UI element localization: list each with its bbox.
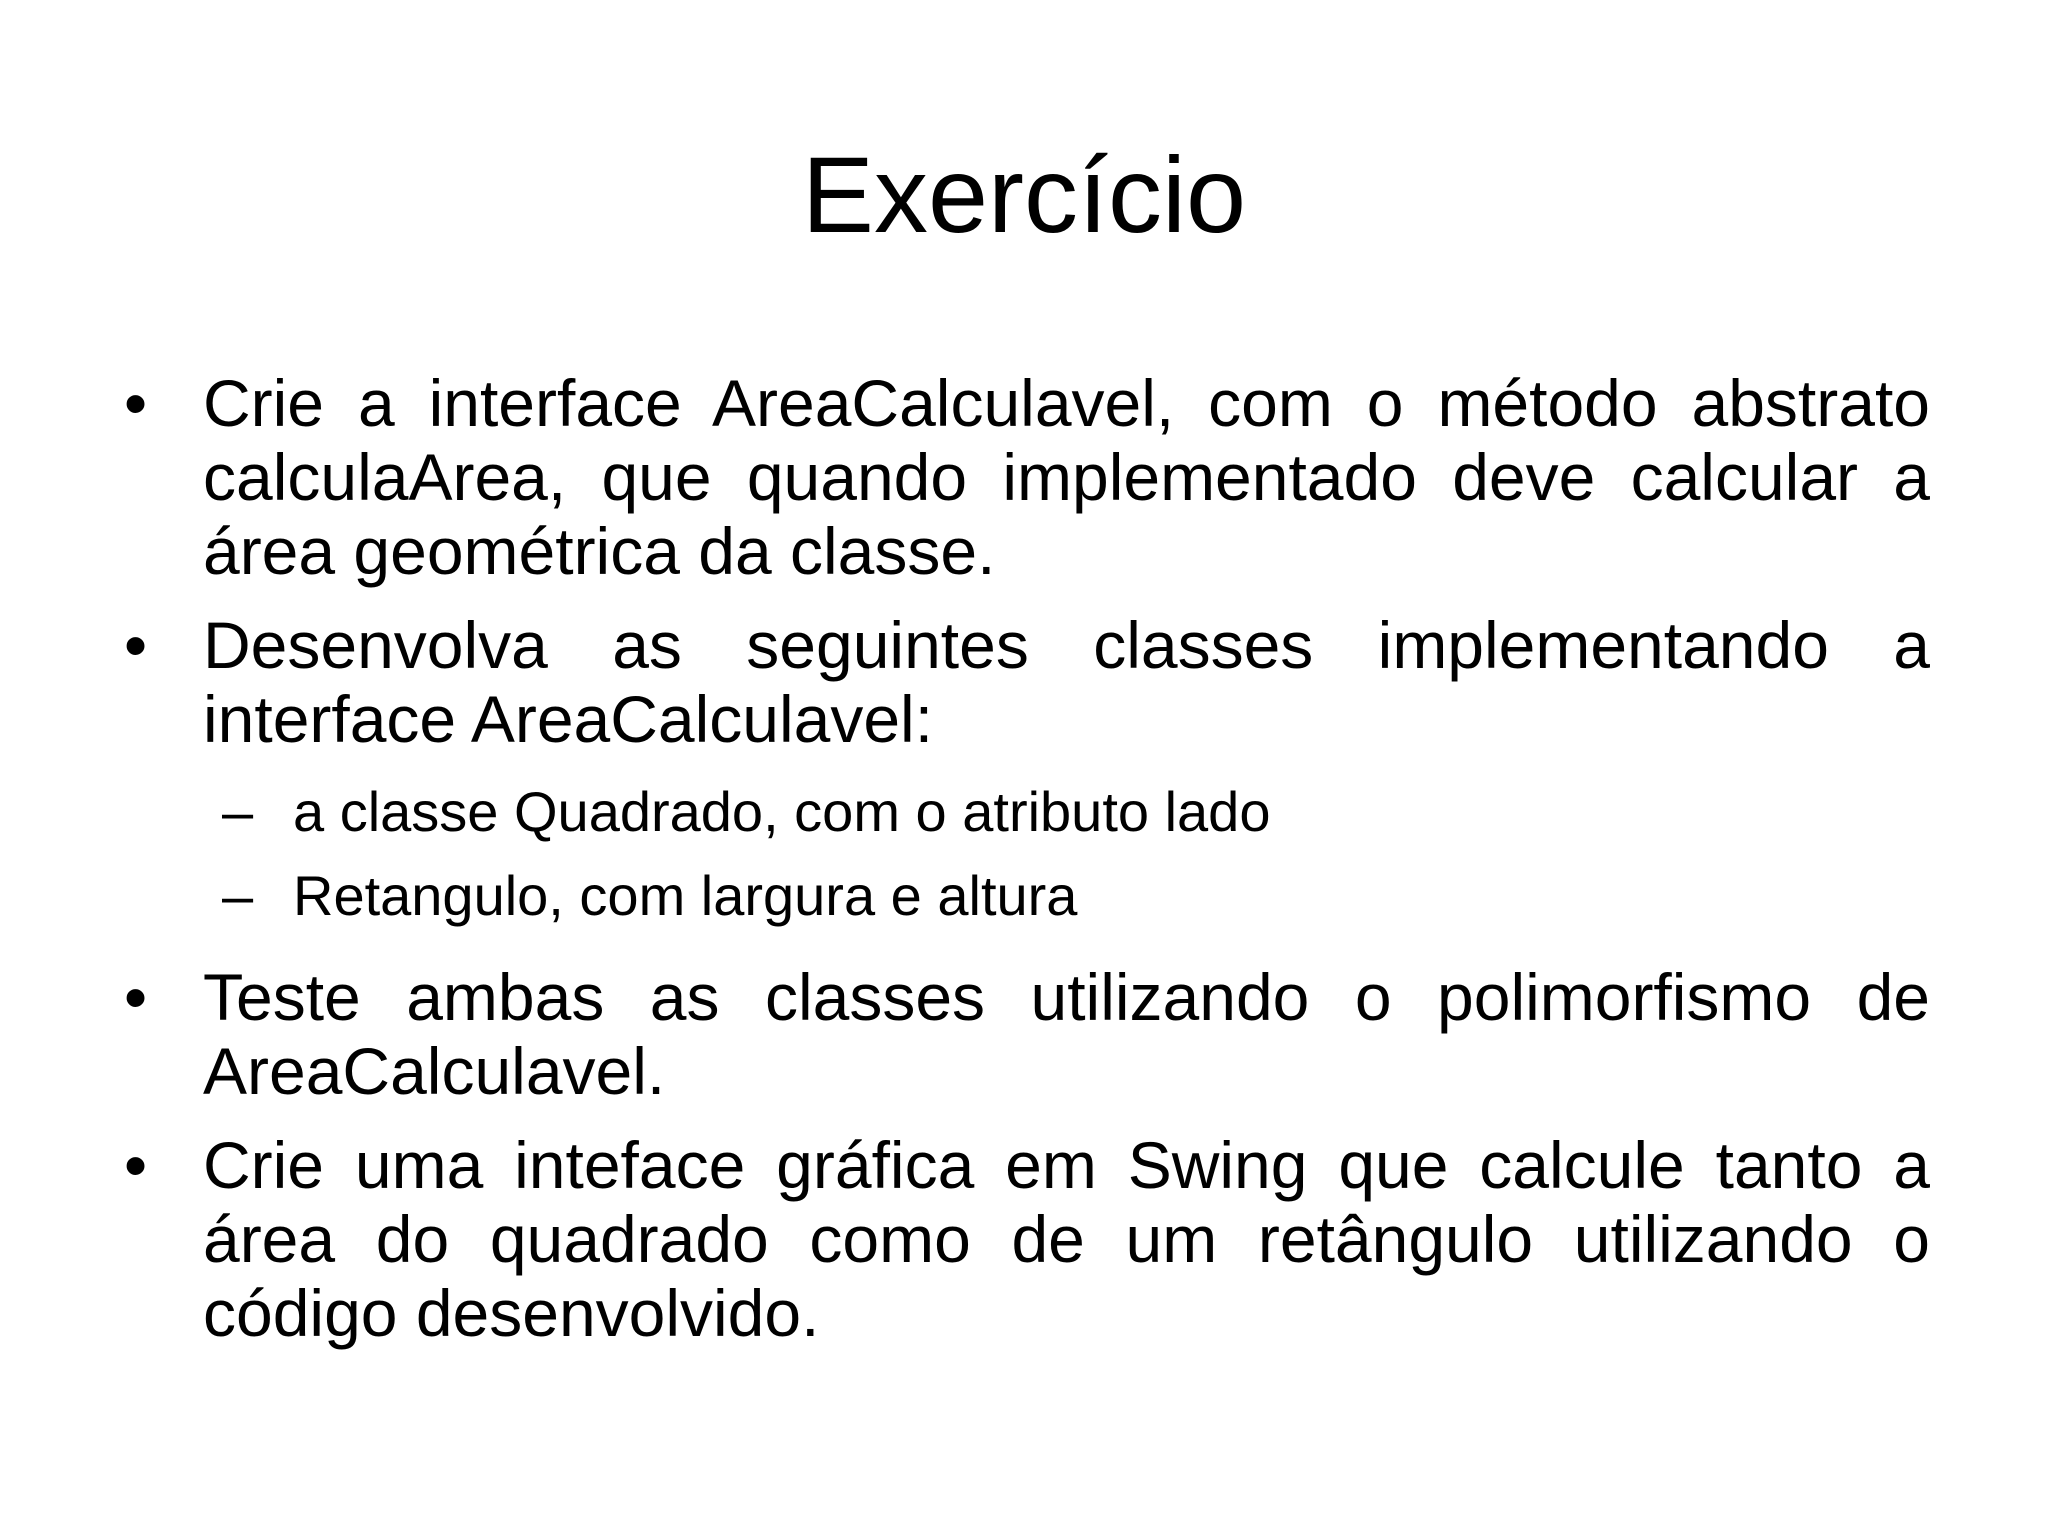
- bullet-marker: •: [124, 1128, 148, 1202]
- sub-marker: –: [222, 864, 254, 927]
- slide-content: [118, 366, 1930, 1370]
- bullet-text: Crie uma inteface gráfica em Swing que calcule tanto a área do quadrado como de um retângulo utilizando o código desenvolvido.: [203, 1128, 1930, 1350]
- bullet-item-3: [118, 960, 1930, 1108]
- sub-text: a classe Quadrado, com o atributo lado: [293, 780, 1271, 843]
- bullet-item-4: [118, 1128, 1930, 1350]
- sub-item-2: [118, 854, 1930, 938]
- sub-text: Retangulo, com largura e altura: [293, 864, 1078, 927]
- bullet-marker: •: [124, 366, 148, 440]
- bullet-text: Teste ambas as classes utilizando o polimorfismo de AreaCalculavel.: [203, 960, 1930, 1108]
- bullet-text: Desenvolva as seguintes classes implementando a interface AreaCalculavel:: [203, 608, 1930, 756]
- sub-item-1: [118, 770, 1930, 854]
- bullet-marker: •: [124, 608, 148, 682]
- sub-list: [118, 770, 1930, 938]
- sub-marker: –: [222, 780, 254, 843]
- bullet-marker: •: [124, 960, 148, 1034]
- bullet-text: Crie a interface AreaCalculavel, com o método abstrato calculaArea, que quando implementado deve calcular a área geométrica da classe.: [203, 366, 1930, 588]
- bullet-item-2: [118, 608, 1930, 756]
- slide-title: Exercício: [801, 134, 1247, 255]
- bullet-item-1: [118, 366, 1930, 588]
